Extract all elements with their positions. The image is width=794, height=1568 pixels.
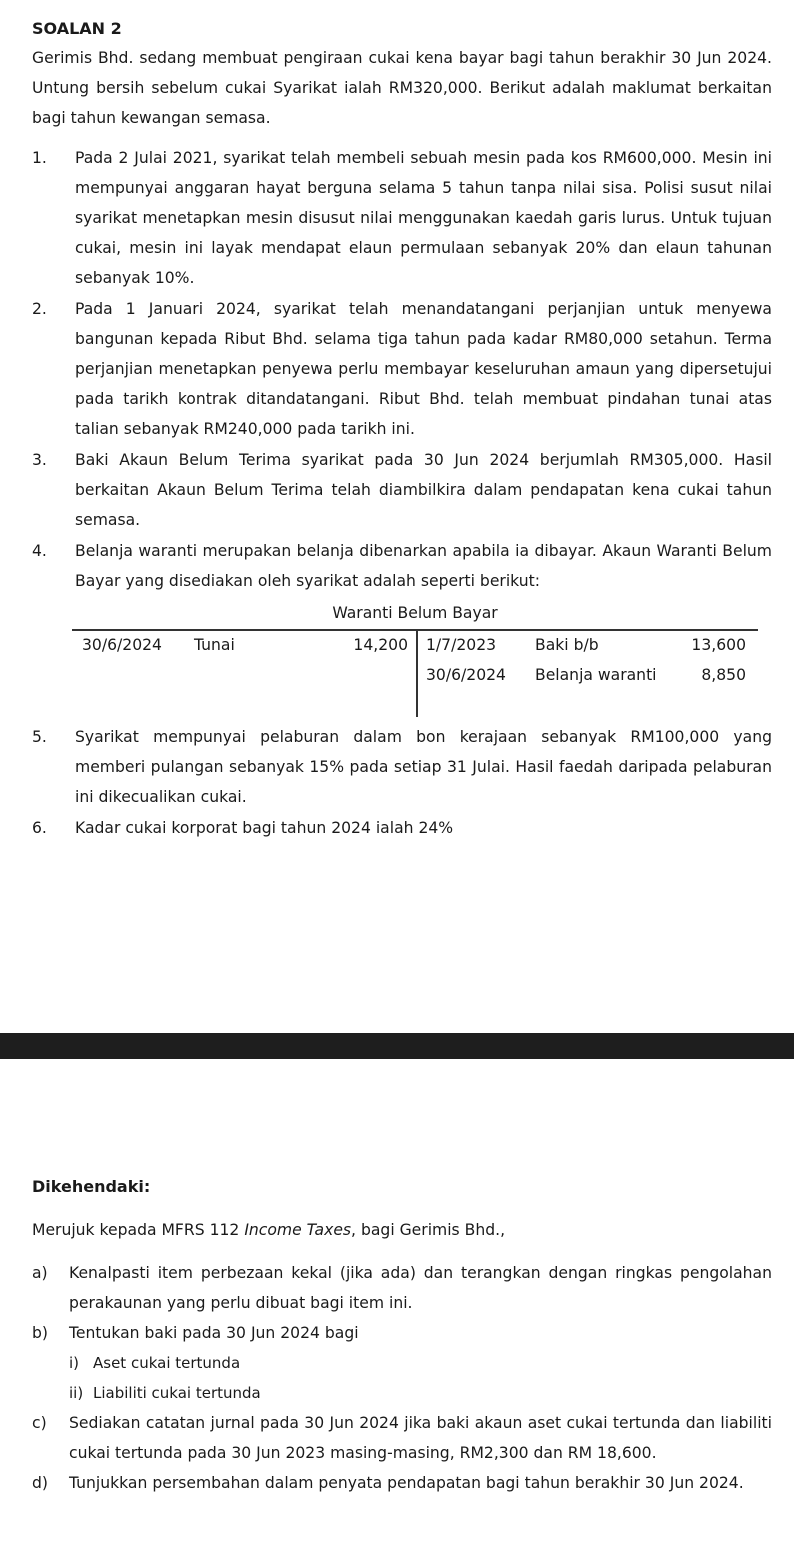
item-text: Belanja waranti merupakan belanja dibenarkan apabila ia dibayar. Akaun Waranti Belum Bayar yang disediakan oleh syarikat adalah seperti berikut: xyxy=(75,542,772,590)
requirement-text: Tunjukkan persembahan dalam penyata pendapatan bagi tahun berakhir 30 Jun 2024. xyxy=(69,1474,744,1492)
info-item-1 xyxy=(32,143,772,293)
ledger-vertical-rule xyxy=(416,629,418,717)
requirement-b xyxy=(32,1318,772,1408)
intro-standard-name: Income Taxes xyxy=(244,1221,352,1239)
credit-amount: 13,600 xyxy=(691,636,746,654)
sub-requirement-ii xyxy=(69,1378,772,1408)
ledger-title: Waranti Belum Bayar xyxy=(332,604,498,622)
item-number: 4. xyxy=(32,542,47,560)
page-separator-band xyxy=(0,1033,794,1059)
info-list-continued xyxy=(32,722,772,844)
requirement-label: c) xyxy=(32,1414,47,1432)
item-number: 3. xyxy=(32,451,47,469)
requirement-label: a) xyxy=(32,1264,48,1282)
requirement-text: Tentukan baki pada 30 Jun 2024 bagi xyxy=(69,1324,359,1342)
credit-amount: 8,850 xyxy=(701,666,746,684)
requirement-label: b) xyxy=(32,1324,48,1342)
item-number: 2. xyxy=(32,300,47,318)
requirement-text: Sediakan catatan jurnal pada 30 Jun 2024 jika baki akaun aset cukai tertunda dan liabiliti cukai tertunda pada 30 Jun 2023 masing-masing, RM2,300 dan RM 18,600. xyxy=(69,1414,772,1462)
item-text: Baki Akaun Belum Terima syarikat pada 30 Jun 2024 berjumlah RM305,000. Hasil berkaitan Akaun Belum Terima telah diambilkira dalam pendapatan kena cukai tahun semasa. xyxy=(75,451,772,529)
info-item-2 xyxy=(32,294,772,444)
question-title: SOALAN 2 xyxy=(32,19,122,38)
sub-label: i) xyxy=(69,1354,80,1372)
credit-date: 1/7/2023 xyxy=(426,636,497,654)
sub-text: Aset cukai tertunda xyxy=(93,1354,241,1372)
requirement-text: Kenalpasti item perbezaan kekal (jika ada) dan terangkan dengan ringkas pengolahan perakaunan yang perlu dibuat bagi item ini. xyxy=(69,1264,772,1312)
sub-requirement-i xyxy=(69,1348,772,1378)
requirement-label: d) xyxy=(32,1474,48,1492)
question-intro: Gerimis Bhd. sedang membuat pengiraan cukai kena bayar bagi tahun berakhir 30 Jun 2024. Untung bersih sebelum cukai Syarikat ialah RM320,000. Berikut adalah maklumat berkaitan bagi tahun kewangan semasa. xyxy=(32,49,772,127)
item-number: 5. xyxy=(32,728,47,746)
intro-suffix: , bagi Gerimis Bhd., xyxy=(351,1221,506,1239)
info-item-5 xyxy=(32,722,772,812)
debit-amount: 14,200 xyxy=(353,636,408,654)
item-text: Kadar cukai korporat bagi tahun 2024 ialah 24% xyxy=(75,819,454,837)
info-item-4 xyxy=(32,536,772,596)
requirements-list xyxy=(32,1258,772,1498)
item-number: 6. xyxy=(32,819,47,837)
item-text: Syarikat mempunyai pelaburan dalam bon kerajaan sebanyak RM100,000 yang memberi pulangan sebanyak 15% pada setiap 31 Julai. Hasil faedah daripada pelaburan ini dikecualikan cukai. xyxy=(75,728,772,806)
credit-desc: Belanja waranti xyxy=(535,666,657,684)
item-text: Pada 2 Julai 2021, syarikat telah membeli sebuah mesin pada kos RM600,000. Mesin ini mempunyai anggaran hayat berguna selama 5 tahun tanpa nilai sisa. Polisi susut nilai syarikat menetapkan mesin disusut nilai menggunakan kaedah garis lurus. Untuk tujuan cukai, mesin ini layak mendapat elaun permulaan sebanyak 20% dan elaun tahunan sebanyak 10%. xyxy=(75,149,772,287)
sub-text: Liabiliti cukai tertunda xyxy=(93,1384,261,1402)
requirement-a xyxy=(32,1258,772,1318)
item-number: 1. xyxy=(32,149,47,167)
info-list xyxy=(32,143,772,597)
debit-desc: Tunai xyxy=(194,636,235,654)
item-text: Pada 1 Januari 2024, syarikat telah menandatangani perjanjian untuk menyewa bangunan kepada Ribut Bhd. selama tiga tahun pada kadar RM80,000 setahun. Terma perjanjian menetapkan penyewa perlu membayar keseluruhan amaun yang dipersetujui pada tarikh kontrak ditandatangani. Ribut Bhd. telah membuat pindahan tunai atas talian sebanyak RM240,000 pada tarikh ini. xyxy=(75,300,772,438)
info-item-3 xyxy=(32,445,772,535)
requirement-d xyxy=(32,1468,772,1498)
intro-prefix: Merujuk kepada MFRS 112 xyxy=(32,1221,245,1239)
requirement-c xyxy=(32,1408,772,1468)
ledger-horizontal-rule xyxy=(72,629,758,631)
sub-label: ii) xyxy=(69,1384,84,1402)
requirements-heading: Dikehendaki: xyxy=(32,1177,151,1196)
info-item-6 xyxy=(32,813,772,843)
credit-date: 30/6/2024 xyxy=(426,666,506,684)
debit-date: 30/6/2024 xyxy=(82,636,162,654)
credit-desc: Baki b/b xyxy=(535,636,599,654)
requirements-intro xyxy=(32,1215,772,1245)
